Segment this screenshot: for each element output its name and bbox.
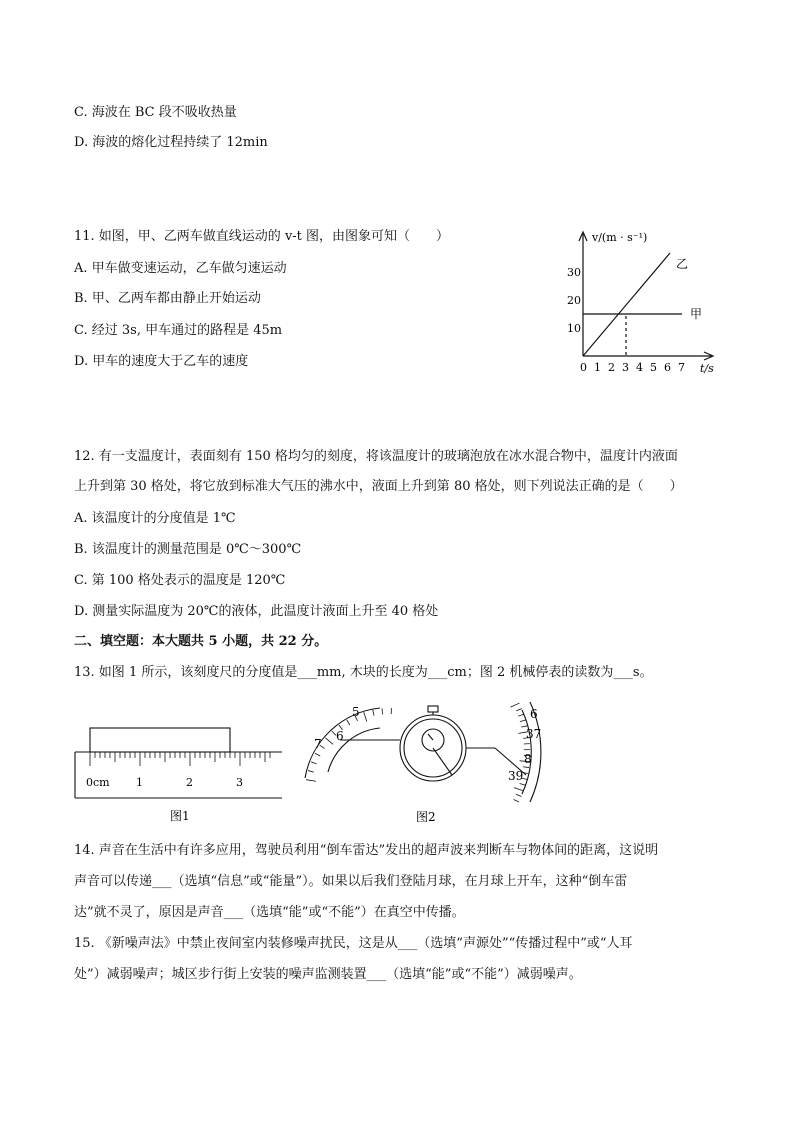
dial-right-label-39: 39 <box>508 769 524 783</box>
dial-tick <box>382 708 383 714</box>
x-tick-7: 7 <box>678 361 685 374</box>
ruler-label-3: 3 <box>236 776 243 789</box>
q11-option-b: B. 甲、乙两车都由静止开始运动 <box>74 291 261 306</box>
q12-stem-line1: 12. 有一支温度计，表面刻有 150 格均匀的刻度，将该温度计的玻璃泡放在冰水混合物中，温度计内液面 <box>74 449 678 464</box>
dial-tick <box>510 703 519 707</box>
dial-tick <box>518 714 524 716</box>
q15-line2: 处”）减弱噪声；城区步行街上安装的噪声监测装置___（选填“能”或“不能”）减弱噪声。 <box>74 967 582 982</box>
q14-line1: 14. 声音在生活中有许多应用，驾驶员利用“倒车雷达”发出的超声波来判断车与物体间的距离，这说明 <box>74 843 659 858</box>
q12-option-b: B. 该温度计的测量范围是 0℃～300℃ <box>74 542 302 557</box>
dial-label-5: 5 <box>352 705 360 719</box>
dial-tick <box>347 720 350 725</box>
dial-tick <box>364 712 367 722</box>
x-tick-6: 6 <box>664 361 671 374</box>
dial-tick <box>311 762 317 764</box>
dial-tick <box>325 738 333 744</box>
dial-label-6: 6 <box>336 729 344 743</box>
fig1-caption: 图1 <box>170 809 190 823</box>
q11-option-c: C. 经过 3s, 甲车通过的路程是 45m <box>74 323 283 338</box>
dial-tick <box>523 767 529 768</box>
dial-tick <box>516 794 522 796</box>
x-tick-0: 0 <box>580 361 587 374</box>
graph-x-label: t/s <box>700 362 714 375</box>
dial-tick <box>516 709 522 711</box>
label-jia: 甲 <box>690 307 703 321</box>
fig2-caption: 图2 <box>416 810 436 824</box>
q13-fig2-stopwatch <box>300 700 570 825</box>
x-tick-3: 3 <box>622 361 629 374</box>
q15-line1: 15. 《新噪声法》中禁止夜间室内装修噪声扰民，这是从___（选填“声源处”“传播过程中”或“人耳 <box>74 936 633 951</box>
y-tick-20: 20 <box>567 294 581 307</box>
q10-option-d: D. 海波的熔化过程持续了 12min <box>74 135 268 150</box>
dial-tick <box>373 710 374 716</box>
q11-stem: 11. 如图，甲、乙两车做直线运动的 v-t 图，由图象可知（ ） <box>74 229 450 244</box>
x-tick-4: 4 <box>636 361 643 374</box>
ruler-label-1: 1 <box>136 776 143 789</box>
q11-option-d: D. 甲车的速度大于乙车的速度 <box>74 354 249 369</box>
dial-tick <box>315 753 320 756</box>
dial-right-label-8: 8 <box>524 752 532 766</box>
q12-option-a: A. 该温度计的分度值是 1℃ <box>74 511 236 526</box>
q12-option-c: C. 第 100 格处表示的温度是 120℃ <box>74 573 286 588</box>
x-tick-1: 1 <box>594 361 601 374</box>
wooden-block <box>90 728 230 752</box>
q14-line2: 声音可以传递___（选填“信息”或“能量”）。如果以后我们登陆月球，在月球上开车，这种“倒车雷 <box>74 874 628 889</box>
y-tick-10: 10 <box>567 322 581 335</box>
q10-option-c: C. 海波在 BC 段不吸收热量 <box>74 105 237 120</box>
ruler-label-0cm: 0cm <box>86 776 110 789</box>
q11-vt-graph <box>567 228 730 378</box>
x-tick-2: 2 <box>608 361 615 374</box>
dial-tick <box>520 784 526 786</box>
dial-tick <box>514 788 523 791</box>
section-title: 二、填空题：本大题共 5 小题，共 22 分。 <box>74 634 328 649</box>
ruler-label-2: 2 <box>186 776 193 789</box>
q12-option-d: D. 测量实际温度为 20℃的液体，此温度计液面上升至 40 格处 <box>74 604 439 619</box>
dial-tick <box>514 800 519 803</box>
q11-option-a: A. 甲车做变速运动，乙车做匀速运动 <box>74 261 287 276</box>
q13-fig1-ruler <box>70 718 290 828</box>
q14-line3: 达”就不灵了，原因是声音___（选填“能”或“不能”）在真空中传播。 <box>74 905 465 920</box>
y-tick-30: 30 <box>567 266 581 279</box>
label-yi: 乙 <box>676 257 689 271</box>
dial-right-label-6: 6 <box>530 707 538 721</box>
q13-stem: 13. 如图 1 所示，该刻度尺的分度值是___mm, 木块的长度为___cm；图 2 机械停表的读数为___s。 <box>74 665 653 680</box>
dial-tick <box>520 720 526 722</box>
x-tick-5: 5 <box>650 361 657 374</box>
dial-right-label-37: 37 <box>526 727 542 741</box>
dial-label-7: 7 <box>314 737 322 751</box>
dial-tick <box>308 771 314 773</box>
q12-stem-line2: 上升到第 30 格处，将它放到标准大气压的沸水中，液面上升到第 80 格处，则下列说法正确的是（ ） <box>74 479 683 494</box>
dial-tick <box>306 780 316 782</box>
graph-y-label: v/(m · s⁻¹) <box>592 231 648 244</box>
